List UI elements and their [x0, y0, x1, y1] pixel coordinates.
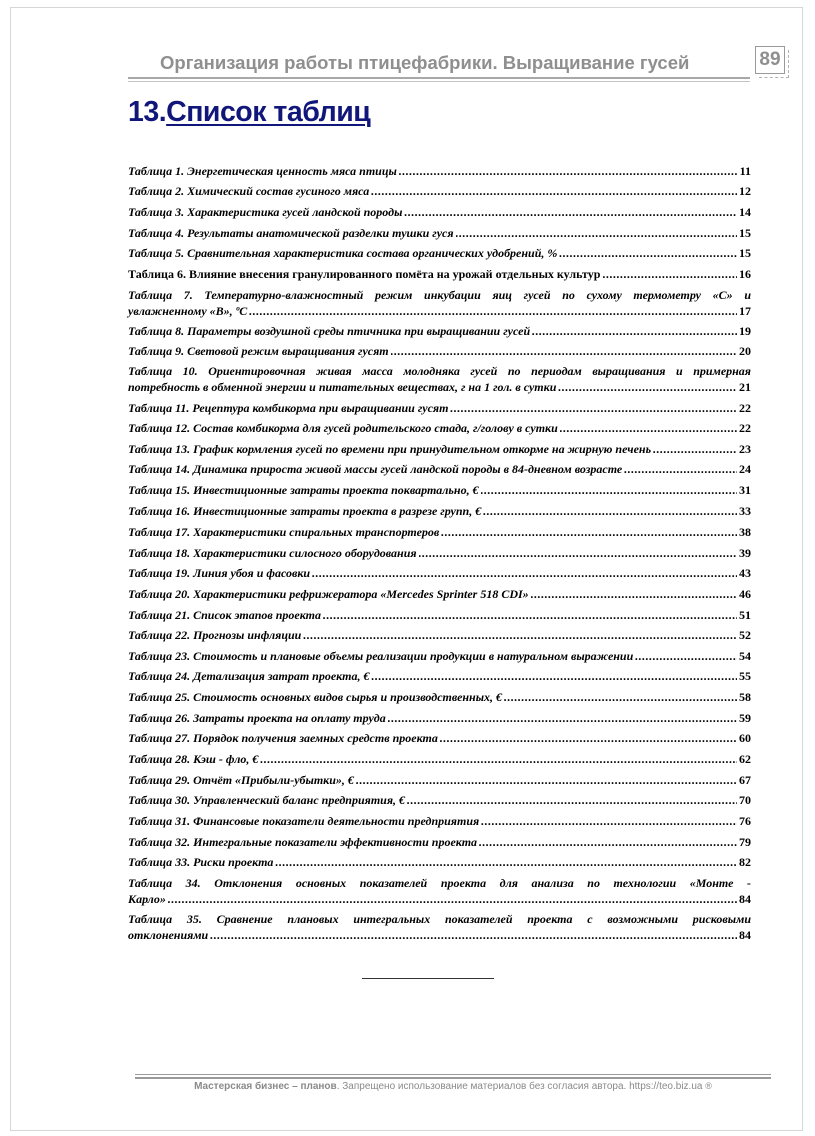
toc-page-number: 59	[739, 711, 751, 725]
toc-entry[interactable]	[128, 608, 751, 624]
toc-dot-leader	[479, 835, 737, 851]
toc-entry[interactable]	[128, 421, 751, 437]
toc-entry[interactable]	[128, 246, 751, 262]
toc-entry[interactable]	[128, 876, 751, 907]
toc-entry[interactable]	[128, 566, 751, 582]
toc-entry-title: Таблица 12. Состав комбикорма для гусей родительского стада, г/голову в сутки	[128, 421, 558, 435]
toc-entry-row	[128, 928, 751, 944]
toc-page-number: 60	[739, 731, 751, 745]
toc-dot-leader	[560, 421, 737, 437]
toc-entry-row	[128, 835, 751, 851]
toc-entry-row	[128, 344, 751, 360]
toc-entry-row	[128, 773, 751, 789]
toc-page-number: 84	[739, 927, 751, 942]
toc-entry-title: Таблица 20. Характеристики рефрижератора «Mercedes Sprinter 518 CDI»	[128, 587, 529, 601]
toc-dot-leader	[391, 344, 737, 360]
toc-dot-leader	[371, 669, 737, 685]
toc-entry-title: Таблица 17. Характеристики спиральных транспортеров	[128, 525, 440, 539]
toc-page-number: 19	[739, 324, 751, 338]
toc-page-number: 20	[739, 344, 751, 358]
toc-page-number: 23	[739, 442, 751, 456]
toc-entry-title: Таблица 28. Кэш - фло, €	[128, 752, 259, 766]
toc-entry-title: Таблица 5. Сравнительная характеристика состава органических удобрений, %	[128, 246, 558, 260]
toc-entry-row	[128, 628, 751, 644]
toc-entry-title: Таблица 31. Финансовые показатели деятельности предприятия	[128, 814, 480, 828]
toc-dot-leader	[558, 380, 737, 396]
section-heading	[128, 96, 370, 129]
toc-dot-leader	[249, 304, 737, 320]
end-of-list-rule	[362, 978, 494, 979]
toc-dot-leader	[399, 164, 738, 180]
toc-entry-row	[128, 184, 751, 200]
toc-dot-leader	[450, 401, 737, 417]
toc-entry[interactable]	[128, 669, 751, 685]
toc-page-number: 11	[739, 164, 751, 178]
toc-entry[interactable]	[128, 401, 751, 417]
toc-entry-row	[128, 205, 751, 221]
header-rule-thin	[128, 81, 750, 82]
header-rule	[128, 77, 750, 79]
toc-entry[interactable]	[128, 855, 751, 871]
toc-entry-title: Таблица 8. Параметры воздушной среды птичника при выращивании гусей	[128, 324, 531, 338]
toc-entry-row	[128, 649, 751, 665]
toc-page-number: 51	[739, 608, 751, 622]
toc-entry-row	[128, 246, 751, 262]
toc-dot-leader	[635, 649, 737, 665]
running-header-title: Организация работы птицефабрики. Выращивание гусей	[160, 52, 690, 73]
toc-entry-row	[128, 690, 751, 706]
toc-entry-row	[128, 267, 751, 283]
section-number: 13.	[128, 96, 167, 128]
toc-entry[interactable]	[128, 442, 751, 458]
toc-entry-row	[128, 587, 751, 603]
toc-entry[interactable]	[128, 793, 751, 809]
toc-page-number: 43	[739, 566, 751, 580]
toc-entry[interactable]	[128, 546, 751, 562]
toc-page-number: 16	[739, 267, 751, 281]
toc-entry-row	[128, 711, 751, 727]
toc-entry-row	[128, 442, 751, 458]
toc-dot-leader	[602, 267, 737, 283]
toc-dot-leader	[371, 184, 737, 200]
toc-dot-leader	[504, 690, 737, 706]
toc-entry[interactable]	[128, 752, 751, 768]
toc-entry-row	[128, 226, 751, 242]
toc-page-number: 39	[739, 546, 751, 560]
toc-entry-title: Таблица 32. Интегральные показатели эффективности проекта	[128, 835, 478, 849]
toc-entry[interactable]	[128, 267, 751, 283]
toc-entry-title: Таблица 27. Порядок получения заемных средств проекта	[128, 731, 438, 745]
toc-page-number: 38	[739, 525, 751, 539]
toc-dot-leader	[532, 324, 737, 340]
toc-dot-leader	[312, 566, 737, 582]
toc-entry[interactable]	[128, 344, 751, 360]
toc-dot-leader	[168, 892, 737, 908]
footer-notice: . Запрещено использование материалов без согласия автора. https://teo.biz.ua	[336, 1081, 703, 1092]
toc-entry-row	[128, 566, 751, 582]
toc-entry-title: отклонениями	[128, 927, 209, 942]
toc-entry-title: Таблица 1. Энергетическая ценность мяса птицы	[128, 164, 397, 178]
toc-dot-leader	[407, 793, 737, 809]
toc-entry-row	[128, 304, 751, 320]
toc-page-number: 55	[739, 669, 751, 683]
toc-page-number: 31	[739, 483, 751, 497]
toc-page-number: 62	[739, 752, 751, 766]
toc-entry-title: Таблица 21. Список этапов проекта	[128, 608, 322, 622]
toc-entry-row	[128, 752, 751, 768]
toc-entry-row	[128, 380, 751, 396]
toc-entry[interactable]	[128, 690, 751, 706]
toc-entry-title: Таблица 6. Влияние внесения гранулированного помёта на урожай отдельных культур	[128, 267, 601, 281]
toc-entry[interactable]	[128, 912, 751, 943]
toc-page-number: 76	[739, 814, 751, 828]
toc-entry-title: Таблица 18. Характеристики силосного оборудования	[128, 546, 417, 560]
toc-entry-row	[128, 669, 751, 685]
toc-entry-title: Таблица 22. Прогнозы инфляции	[128, 628, 302, 642]
toc-entry[interactable]	[128, 731, 751, 747]
toc-entry-title: Таблица 25. Стоимость основных видов сырья и производственных, €	[128, 690, 503, 704]
registered-mark-icon: ®	[705, 1081, 712, 1091]
toc-page-number: 84	[739, 891, 751, 906]
toc-page-number: 82	[739, 855, 751, 869]
toc-entry-title: увлажненному «В», ºС	[128, 303, 248, 318]
toc-dot-leader	[441, 525, 737, 541]
footer-brand: Мастерская бизнес – планов	[194, 1081, 337, 1092]
toc-dot-leader	[404, 205, 737, 221]
toc-entry-row	[128, 525, 751, 541]
toc-entry-title: Таблица 4. Результаты анатомической разделки тушки гуся	[128, 226, 454, 240]
toc-dot-leader	[481, 483, 737, 499]
toc-entry-title-line: Таблица 35. Сравнение плановых интегральных показателей проекта с возможными рисковыми	[128, 912, 751, 926]
toc-entry-title: Карло»	[128, 891, 166, 906]
toc-entry-row	[128, 324, 751, 340]
toc-entry[interactable]	[128, 483, 751, 499]
toc-dot-leader	[456, 226, 737, 242]
toc-entry-title-line: Таблица 7. Температурно-влажностный режим инкубации яиц гусей по сухому термометру «С» и	[128, 288, 751, 302]
toc-entry-row	[128, 164, 751, 180]
toc-entry-title-line: Таблица 10. Ориентировочная живая масса молодняка гусей по периодам выращивания и примерная	[128, 364, 751, 378]
toc-entry[interactable]	[128, 649, 751, 665]
toc-dot-leader	[653, 442, 737, 458]
toc-dot-leader	[624, 462, 737, 478]
toc-page-number: 22	[739, 401, 751, 415]
toc-dot-leader	[531, 587, 737, 603]
toc-page-number: 24	[739, 462, 751, 476]
toc-page-number: 21	[739, 379, 751, 394]
toc-page-number: 54	[739, 649, 751, 663]
toc-entry[interactable]	[128, 814, 751, 830]
toc-dot-leader	[419, 546, 737, 562]
toc-entry-title: Таблица 11. Рецептура комбикорма при выращивании гусят	[128, 401, 449, 415]
toc-page-number: 22	[739, 421, 751, 435]
toc-entry-title: Таблица 26. Затраты проекта на оплату труда	[128, 711, 386, 725]
toc-entry-row	[128, 401, 751, 417]
toc-entry-row	[128, 504, 751, 520]
toc-dot-leader	[481, 814, 737, 830]
toc-entry-title: Таблица 30. Управленческий баланс предприятия, €	[128, 793, 406, 807]
toc-page-number: 14	[739, 205, 751, 219]
toc-entry-title: потребность в обменной энергии и питательных веществах, г на 1 гол. в сутки	[128, 379, 557, 394]
toc-dot-leader	[323, 608, 737, 624]
toc-entry[interactable]	[128, 364, 751, 395]
toc-entry-title: Таблица 23. Стоимость и плановые объемы реализации продукции в натуральном выражении	[128, 649, 634, 663]
toc-dot-leader	[210, 928, 737, 944]
toc-entry-row	[128, 814, 751, 830]
footer-rule	[135, 1074, 771, 1075]
toc-entry-title: Таблица 3. Характеристика гусей ландской породы	[128, 205, 403, 219]
toc-entry-row	[128, 731, 751, 747]
toc-page-number: 33	[739, 504, 751, 518]
toc-entry[interactable]	[128, 462, 751, 478]
toc-entry-title: Таблица 13. График кормления гусей по времени при принудительном откорме на жирную печень	[128, 442, 652, 456]
toc-entry-row	[128, 546, 751, 562]
toc-entry-title: Таблица 9. Световой режим выращивания гусят	[128, 344, 389, 358]
toc-entry-title: Таблица 14. Динамика прироста живой массы гусей ландской породы в 84-дневном возрасте	[128, 462, 623, 476]
toc-page-number: 17	[739, 303, 751, 318]
section-title-link[interactable]: Список таблиц	[166, 96, 371, 128]
toc-entry-title: Таблица 19. Линия убоя и фасовки	[128, 566, 311, 580]
toc-entry[interactable]	[128, 504, 751, 520]
footer-rule-thick	[135, 1077, 771, 1079]
toc-entry-row	[128, 462, 751, 478]
toc-entry[interactable]	[128, 525, 751, 541]
toc-dot-leader	[440, 731, 737, 747]
toc-page-number: 46	[739, 587, 751, 601]
toc-dot-leader	[483, 504, 737, 520]
toc-entry-title: Таблица 24. Детализация затрат проекта, €	[128, 669, 370, 683]
toc-entry[interactable]	[128, 835, 751, 851]
toc-entry[interactable]	[128, 226, 751, 242]
toc-page-number: 70	[739, 793, 751, 807]
toc-page-number: 15	[739, 246, 751, 260]
toc-entry-title: Таблица 33. Риски проекта	[128, 855, 274, 869]
toc-entry-row	[128, 608, 751, 624]
toc-entry[interactable]	[128, 184, 751, 200]
toc-entry-row	[128, 483, 751, 499]
page-number-badge: 89	[755, 46, 785, 74]
toc-dot-leader	[275, 855, 737, 871]
page-footer	[135, 1081, 771, 1092]
toc-entry-row	[128, 892, 751, 908]
toc-dot-leader	[559, 246, 737, 262]
toc-page-number: 15	[739, 226, 751, 240]
toc-dot-leader	[260, 752, 737, 768]
toc-entry-title: Таблица 16. Инвестиционные затраты проекта в разрезе групп, €	[128, 504, 482, 518]
toc-entry-title: Таблица 2. Химический состав гусиного мяса	[128, 184, 370, 198]
toc-entry[interactable]	[128, 711, 751, 727]
toc-entry[interactable]	[128, 324, 751, 340]
toc-entry-title: Таблица 29. Отчёт «Прибыли-убытки», €	[128, 773, 354, 787]
toc-page-number: 12	[739, 184, 751, 198]
toc-entry[interactable]	[128, 288, 751, 319]
toc-entry[interactable]	[128, 587, 751, 603]
toc-entry-title-line: Таблица 34. Отклонения основных показателей проекта для анализа по технологии «Монте -	[128, 876, 751, 890]
toc-page-number: 67	[739, 773, 751, 787]
toc-page-number: 58	[739, 690, 751, 704]
toc-entry-row	[128, 855, 751, 871]
toc-entry-title: Таблица 15. Инвестиционные затраты проекта поквартально, €	[128, 483, 479, 497]
toc-entry[interactable]	[128, 773, 751, 789]
toc-page-number: 79	[739, 835, 751, 849]
toc-dot-leader	[303, 628, 737, 644]
toc-page-number: 52	[739, 628, 751, 642]
toc-entry[interactable]	[128, 205, 751, 221]
toc-entry[interactable]	[128, 628, 751, 644]
toc-dot-leader	[388, 711, 737, 727]
toc-entry[interactable]	[128, 164, 751, 180]
toc-dot-leader	[356, 773, 737, 789]
toc-entry-row	[128, 793, 751, 809]
toc-entry-row	[128, 421, 751, 437]
